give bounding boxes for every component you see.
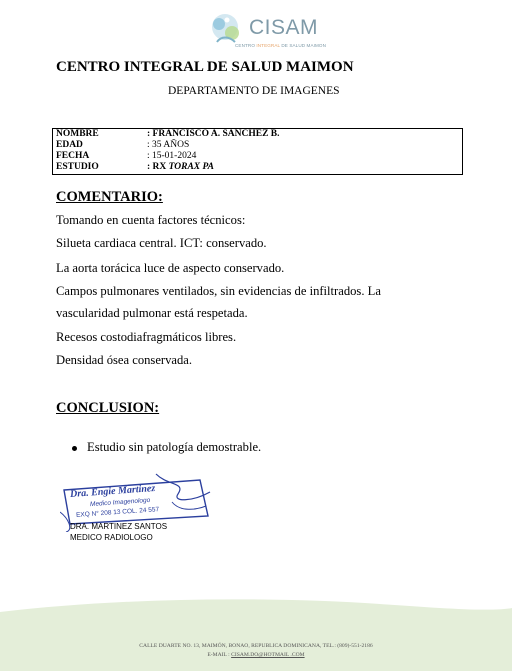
footer-email-label: E-MAIL : — [207, 652, 232, 658]
patient-value: : 35 AÑOS — [147, 140, 190, 150]
conclusion-item: Estudio sin patología demostrable. — [87, 440, 262, 454]
logo-name: CISAM — [249, 16, 319, 39]
comment-line: vascularidad pulmonar está respetada. — [56, 306, 248, 320]
stamp-name: Dra. Engie Martinez — [69, 483, 156, 500]
comment-line: La aorta torácica luce de aspecto conservado. — [56, 261, 285, 275]
patient-value — [147, 162, 214, 173]
doctor-title: MEDICO RADIOLOGO — [70, 533, 153, 542]
stamp-exequatur: EXQ N° 208 13 COL. 24 557 — [75, 506, 160, 519]
cisam-logo — [205, 10, 325, 54]
department-title: DEPARTAMENTO DE IMAGENES — [168, 85, 340, 97]
patient-label: NOMBRE — [56, 129, 99, 139]
footer-address: CALLE DUARTE NO. 13, MAIMÓN, BONAO, REPUBLICA DOMINICANA, TEL.: (809)-551-2186 — [139, 643, 373, 649]
logo-subtitle-part1: CENTRO — [235, 43, 255, 48]
footer-email-link[interactable]: CISAM.DO@HOTMAIL .COM — [231, 652, 305, 658]
logo-subtitle-part2: INTEGRAL — [256, 43, 280, 48]
comment-line: Recesos costodiafragmáticos libres. — [56, 330, 237, 344]
stamp-specialty: Medico Imagenologo — [89, 496, 151, 509]
comment-line: Campos pulmonares ventilados, sin evidencias de infiltrados. La — [56, 284, 381, 298]
comment-line: Silueta cardiaca central. ICT: conservado. — [56, 236, 267, 250]
patient-label: ESTUDIO — [56, 162, 99, 172]
bullet-icon — [72, 446, 77, 451]
study-prefix: : RX — [147, 162, 169, 172]
comment-line: Tomando en cuenta factores técnicos: — [56, 213, 246, 227]
footer-contact — [0, 652, 512, 658]
patient-label: EDAD — [56, 140, 83, 150]
patient-info-box — [52, 128, 463, 175]
patient-value: : 15-01-2024 — [147, 151, 197, 161]
logo-subtitle-part3: DE SALUD MAIMON — [281, 43, 327, 48]
study-name: TORAX PA — [168, 162, 214, 172]
footer-wave — [0, 590, 512, 671]
patient-label: FECHA — [56, 151, 90, 161]
comment-line: Densidad ósea conservada. — [56, 353, 193, 367]
comment-heading: COMENTARIO: — [56, 189, 163, 205]
patient-value: : FRANCISCO A. SANCHEZ B. — [147, 129, 280, 139]
conclusion-heading: CONCLUSION: — [56, 400, 160, 416]
clinic-title: CENTRO INTEGRAL DE SALUD MAIMON — [56, 59, 354, 75]
logo-subtitle — [235, 43, 326, 48]
doctor-name: DRA. MARTINEZ SANTOS — [70, 522, 168, 531]
